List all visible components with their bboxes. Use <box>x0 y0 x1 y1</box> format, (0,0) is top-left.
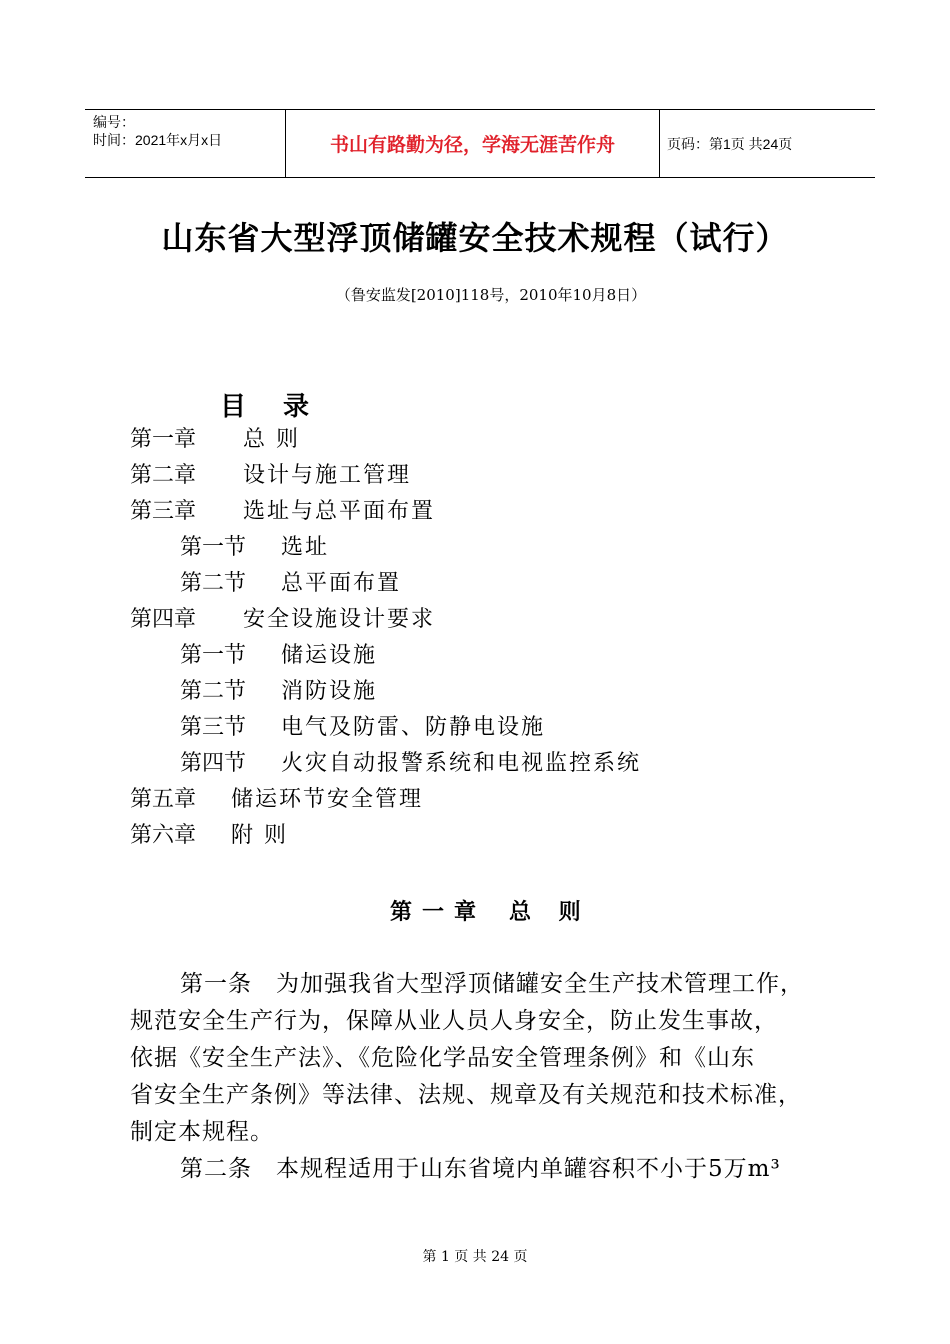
toc-heading: 目 录 <box>220 392 324 422</box>
body-line: 制定本规程。 <box>130 1119 274 1145</box>
chapter-heading-number: 第一章 <box>390 900 487 925</box>
toc-item-number: 第四节 <box>180 751 247 776</box>
toc-item-number: 第一节 <box>180 535 247 560</box>
page-header <box>85 109 875 178</box>
toc-item-label: 火灾自动报警系统和电视监控系统 <box>281 751 642 776</box>
chapter-heading-title: 总 则 <box>509 900 591 925</box>
chapter-heading <box>390 895 591 926</box>
document-subtitle: （鲁安监发[2010]118号，2010年10月8日） <box>335 286 647 304</box>
toc-item-label: 储运设施 <box>281 643 378 668</box>
toc-item-label: 附 则 <box>231 823 288 848</box>
header-page-info: 页码：第1页 共24页 <box>667 136 793 152</box>
toc-item-number: 第三章 <box>130 499 197 524</box>
body-line: 依据《安全生产法》、《危险化学品安全管理条例》和《山东 <box>130 1045 755 1071</box>
header-motto: 书山有路勤为径，学海无涯苦作舟 <box>285 110 660 177</box>
body-line: 规范安全生产行为，保障从业人员人身安全，防止发生事故， <box>130 1008 778 1034</box>
toc-item-number: 第六章 <box>130 823 197 848</box>
toc-item-label: 储运环节安全管理 <box>231 787 424 812</box>
page-footer: 第 1 页 共 24 页 <box>422 1249 528 1265</box>
toc-item-label: 总 则 <box>243 427 300 452</box>
body-line: 省安全生产条例》等法律、法规、规章及有关规范和技术标准， <box>130 1082 802 1108</box>
doc-time-label: 时间：2021年x月x日 <box>93 132 223 148</box>
toc-item-label: 消防设施 <box>281 679 378 704</box>
doc-number-label: 编号： <box>93 114 135 130</box>
toc-item-label: 安全设施设计要求 <box>243 607 436 632</box>
toc-item-label: 选址与总平面布置 <box>243 499 436 524</box>
toc-item-number: 第二节 <box>180 571 247 596</box>
document-title: 山东省大型浮顶储罐安全技术规程（试行） <box>161 219 789 257</box>
toc-item-number: 第二章 <box>130 463 197 488</box>
toc-item-label: 选址 <box>281 535 330 560</box>
header-meta <box>93 113 288 149</box>
toc-item-number: 第三节 <box>180 715 247 740</box>
toc-item-label: 设计与施工管理 <box>243 463 412 488</box>
body-line: 第一条 为加强我省大型浮顶储罐安全生产技术管理工作， <box>180 971 804 997</box>
toc-item-number: 第二节 <box>180 679 247 704</box>
toc-item-number: 第一节 <box>180 643 247 668</box>
toc-item-number: 第五章 <box>130 787 197 812</box>
body-line: 第二条 本规程适用于山东省境内单罐容积不小于5万m³ <box>180 1156 781 1182</box>
toc-item-label: 电气及防雷、防静电设施 <box>281 715 546 740</box>
toc-item-label: 总平面布置 <box>281 571 402 596</box>
toc-item-number: 第四章 <box>130 607 197 632</box>
toc-item-number: 第一章 <box>130 427 197 452</box>
